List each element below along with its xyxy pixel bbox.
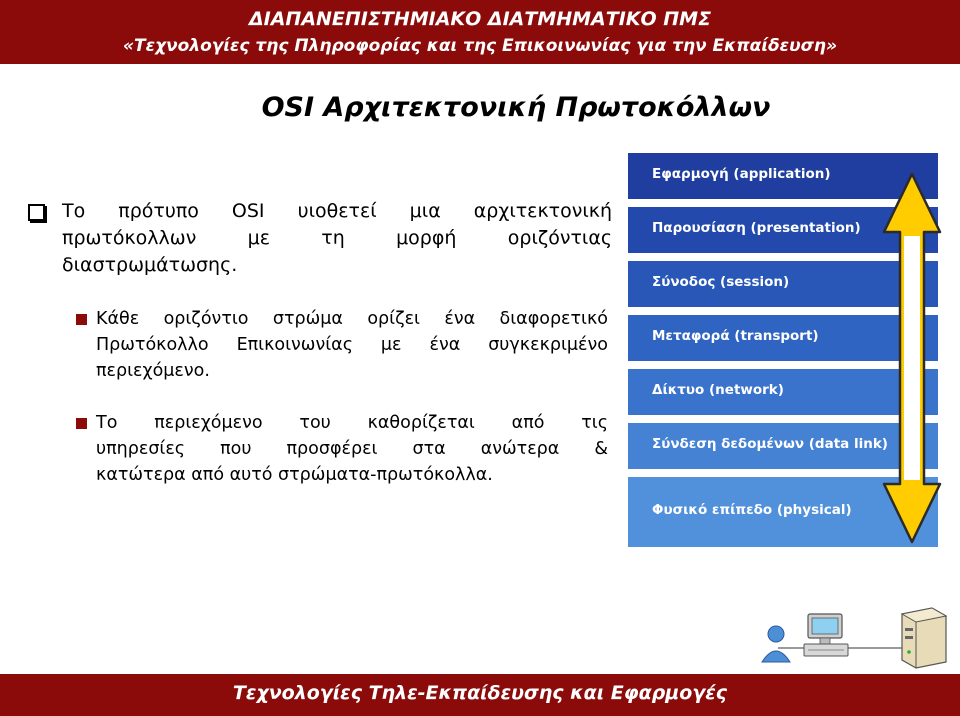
- main-bullet: [28, 198, 612, 279]
- main-bullet-line: πρωτόκολλων με τη μορφή οριζόντιας: [62, 227, 612, 249]
- double-arrow-icon: [880, 172, 944, 544]
- osi-layer-label: Φυσικό επίπεδο (physical): [652, 502, 852, 518]
- square-bullet-icon: [76, 418, 87, 429]
- sub-bullet-line: υπηρεσίες που προσφέρει στα ανώτερα &: [96, 439, 608, 459]
- server-icon: [902, 608, 946, 668]
- osi-layer-label: Δίκτυο (network): [652, 382, 784, 398]
- sub-bullet: [76, 410, 608, 488]
- main-bullet-text: [62, 198, 612, 279]
- sub-bullet-line: Κάθε οριζόντιο στρώμα ορίζει ένα διαφορετικό: [96, 309, 608, 329]
- slide-title: OSI Αρχιτεκτονική Πρωτοκόλλων: [261, 92, 771, 123]
- header-subtitle: «Τεχνολογίες της Πληροφορίας και της Επικοινωνίας για την Εκπαίδευση»: [122, 36, 837, 56]
- osi-layer-label: Μεταφορά (transport): [652, 328, 819, 344]
- sub-bullet-line: περιεχόμενο.: [96, 361, 210, 381]
- osi-layer-label: Σύνοδος (session): [652, 274, 790, 290]
- sub-bullet-text: [96, 306, 608, 384]
- main-bullet-line: διαστρωμάτωσης.: [62, 254, 238, 276]
- footer-title: Τεχνολογίες Τηλε-Εκπαίδευσης και Εφαρμογές: [232, 682, 728, 704]
- sub-bullet-line: κατώτερα από αυτό στρώματα-πρωτόκολλα.: [96, 465, 493, 485]
- osi-layer-label: Παρουσίαση (presentation): [652, 220, 861, 236]
- osi-layer-label: Εφαρμογή (application): [652, 166, 831, 182]
- checkbox-bullet-icon: [28, 204, 45, 221]
- sub-bullet-line: Το περιεχόμενο του καθορίζεται από τις: [96, 413, 608, 433]
- main-bullet-line: Το πρότυπο OSI υιοθετεί μια αρχιτεκτονική: [62, 200, 612, 222]
- workstation-icon: [804, 614, 848, 656]
- footer-band: [0, 674, 960, 716]
- header-band: [0, 0, 960, 64]
- square-bullet-icon: [76, 314, 87, 325]
- sub-bullet-text: [96, 410, 608, 488]
- sub-bullet: [76, 306, 608, 384]
- sub-bullet-line: Πρωτόκολλο Επικοινωνίας με ένα συγκεκριμένο: [96, 335, 608, 355]
- osi-layer-label: Σύνδεση δεδομένων (data link): [652, 436, 888, 452]
- header-title: ΔΙΑΠΑΝΕΠΙΣΤΗΜΙΑΚΟ ΔΙΑΤΜΗΜΑΤΙΚΟ ΠΜΣ: [248, 8, 712, 30]
- user-icon: [762, 626, 790, 662]
- network-icons: [756, 600, 956, 670]
